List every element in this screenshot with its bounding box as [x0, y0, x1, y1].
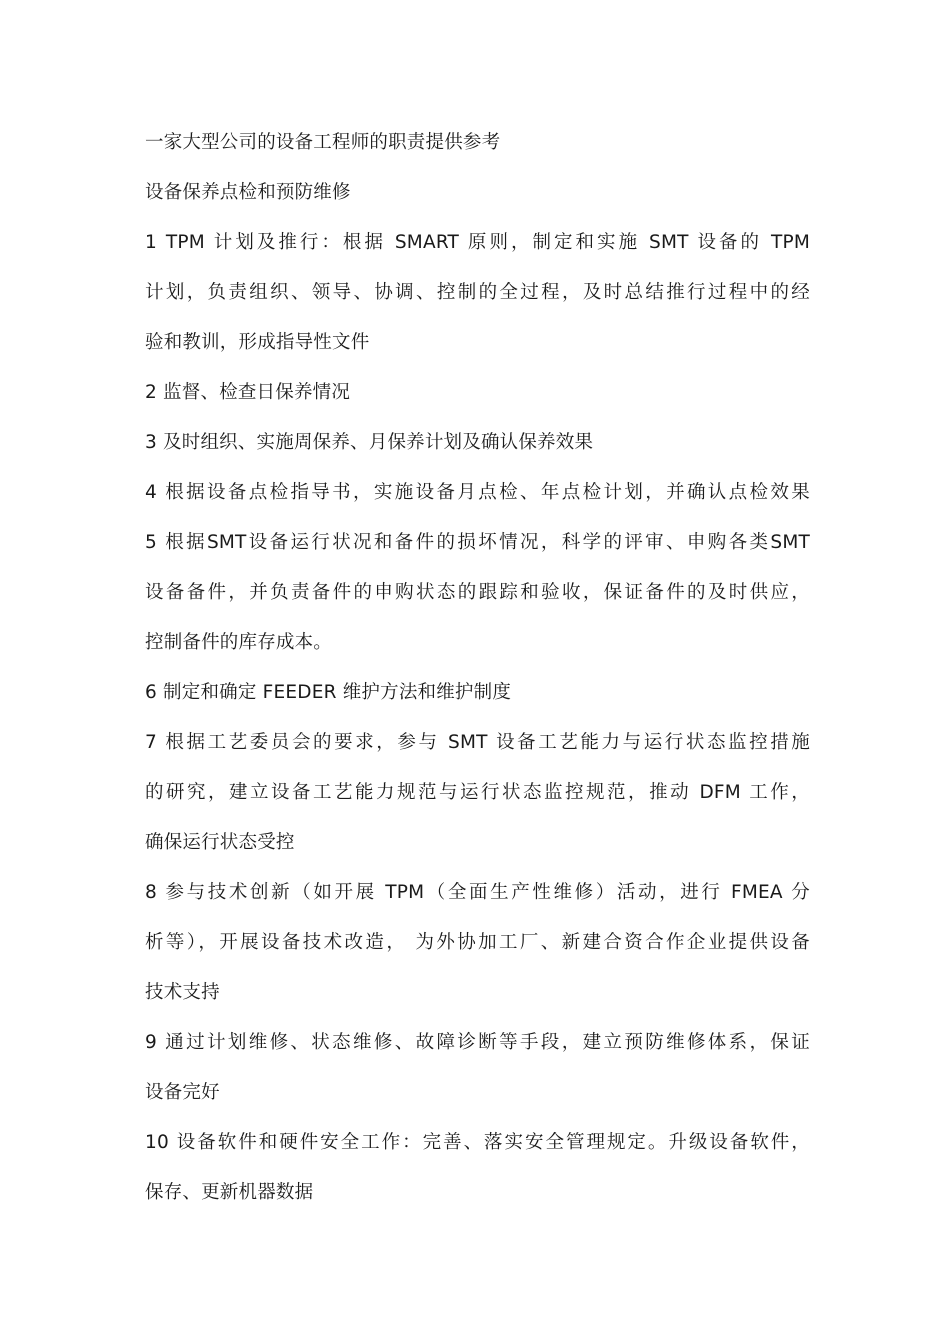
item-5-line-1: 5 根据SMT设备运行状况和备件的损坏情况，科学的评审、申购各类SMT [145, 532, 810, 553]
item-2: 2 监督、检查日保养情况 [145, 382, 351, 403]
item-8-line-2: 析等），开展设备技术改造， 为外协加工厂、新建合资合作企业提供设备 [145, 932, 810, 953]
item-1-line-2: 计划，负责组织、领导、协调、控制的全过程，及时总结推行过程中的经 [145, 282, 810, 303]
item-9-line-2: 设备完好 [145, 1082, 220, 1103]
item-4: 4 根据设备点检指导书，实施设备月点检、年点检计划，并确认点检效果 [145, 482, 810, 503]
item-10-line-2: 保存、更新机器数据 [145, 1182, 314, 1203]
item-7-line-1: 7 根据工艺委员会的要求，参与 SMT 设备工艺能力与运行状态监控措施 [145, 732, 810, 753]
document-title: 一家大型公司的设备工程师的职责提供参考 [145, 132, 501, 153]
item-10-line-1: 10 设备软件和硬件安全工作：完善、落实安全管理规定。升级设备软件， [145, 1132, 810, 1153]
item-8-line-3: 技术支持 [145, 982, 220, 1003]
item-9-line-1: 9 通过计划维修、状态维修、故障诊断等手段，建立预防维修体系，保证 [145, 1032, 810, 1053]
item-1-line-1: 1 TPM 计划及推行：根据 SMART 原则，制定和实施 SMT 设备的 TPM [145, 232, 810, 253]
item-8-line-1: 8 参与技术创新（如开展 TPM（全面生产性维修）活动，进行 FMEA 分 [145, 882, 810, 903]
item-5-line-2: 设备备件，并负责备件的申购状态的跟踪和验收，保证备件的及时供应， [145, 582, 810, 603]
item-7-line-2: 的研究，建立设备工艺能力规范与运行状态监控规范，推动 DFM 工作， [145, 782, 810, 803]
item-6: 6 制定和确定 FEEDER 维护方法和维护制度 [145, 682, 512, 703]
item-7-line-3: 确保运行状态受控 [145, 832, 295, 853]
section-heading: 设备保养点检和预防维修 [145, 182, 351, 203]
item-1-line-3: 验和教训，形成指导性文件 [145, 332, 370, 353]
document-page [145, 118, 810, 1218]
item-5-line-3: 控制备件的库存成本。 [145, 632, 333, 653]
item-3: 3 及时组织、实施周保养、月保养计划及确认保养效果 [145, 432, 594, 453]
